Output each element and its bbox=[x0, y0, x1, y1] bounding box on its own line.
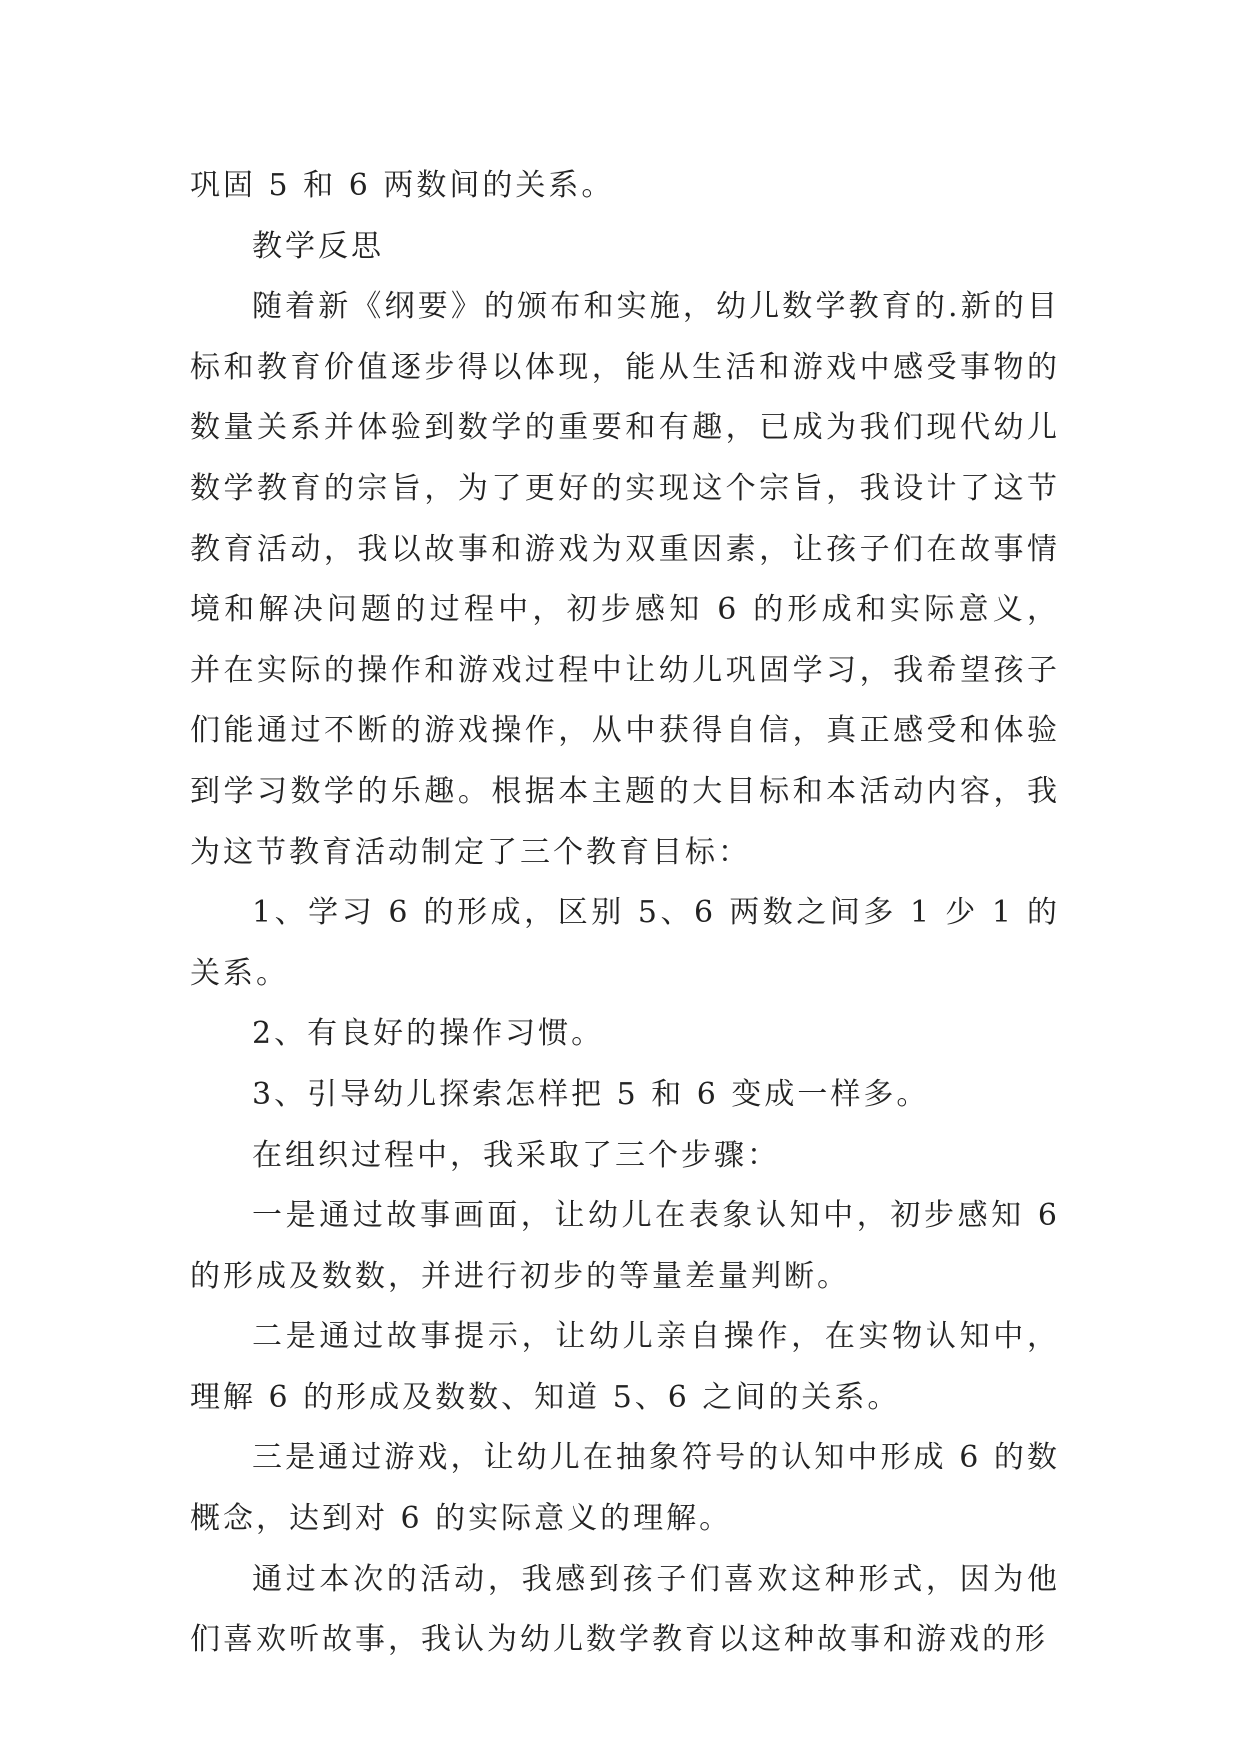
document-body bbox=[190, 156, 1060, 1671]
paragraph-reflection-intro: 随着新《纲要》的颁布和实施，幼儿数学教育的.新的目标和教育价值逐步得以体现，能从生活和游戏中感受事物的数量关系并体验到数学的重要和有趣，已成为我们现代幼儿数学教育的宗旨，为了更好的实现这个宗旨，我设计了这节教育活动，我以故事和游戏为双重因素，让孩子们在故事情境和解决问题的过程中，初步感知 6 的形成和实际意义，并在实际的操作和游戏过程中让幼儿巩固学习，我希望孩子们能通过不断的游戏操作，从中获得自信，真正感受和体验到学习数学的乐趣。根据本主题的大目标和本活动内容，我为这节教育活动制定了三个教育目标： bbox=[190, 289, 1060, 870]
paragraph-steps-intro: 在组织过程中，我采取了三个步骤： bbox=[252, 1137, 780, 1173]
goal-item-3: 3、引导幼儿探索怎样把 5 和 6 变成一样多。 bbox=[252, 1076, 930, 1112]
goal-item-2: 2、有良好的操作习惯。 bbox=[252, 1016, 605, 1052]
paragraph-conclusion: 通过本次的活动，我感到孩子们喜欢这种形式，因为他们喜欢听故事，我认为幼儿数学教育以这种故事和游戏的形 bbox=[190, 1561, 1060, 1658]
step-two: 二是通过故事提示，让幼儿亲自操作，在实物认知中，理解 6 的形成及数数、知道 5、6 之间的关系。 bbox=[190, 1319, 1060, 1415]
paragraph-continuation: 巩固 5 和 6 两数间的关系。 bbox=[190, 168, 615, 203]
step-three: 三是通过游戏，让幼儿在抽象符号的认知中形成 6 的数概念，达到对 6 的实际意义的理解。 bbox=[190, 1440, 1060, 1537]
step-one: 一是通过故事画面，让幼儿在表象认知中，初步感知 6 的形成及数数，并进行初步的等量差量判断。 bbox=[190, 1198, 1060, 1294]
section-heading-teaching-reflection: 教学反思 bbox=[252, 228, 384, 264]
goal-item-1: 1、学习 6 的形成，区别 5、6 两数之间多 1 少 1 的关系。 bbox=[190, 895, 1060, 991]
